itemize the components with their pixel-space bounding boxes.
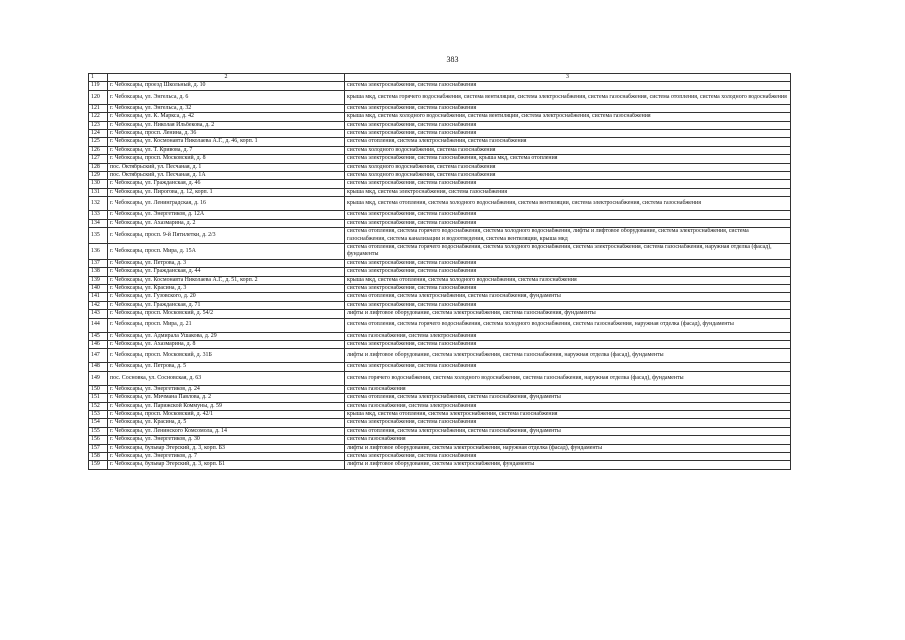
- cell-number: 138: [89, 268, 108, 276]
- table-row: [89, 371, 791, 385]
- cell-number: 134: [89, 219, 108, 227]
- table-row: [89, 163, 791, 171]
- table-row: [89, 259, 791, 267]
- cell-address: г. Чебоксары, ул. Энергетиков, д. 30: [108, 436, 345, 444]
- cell-number: 158: [89, 453, 108, 461]
- table-row: [89, 130, 791, 138]
- cell-works: система электроснабжения, система газоснабжения: [345, 180, 791, 188]
- cell-number: 149: [89, 371, 108, 385]
- cell-number: 131: [89, 188, 108, 196]
- cell-number: 151: [89, 394, 108, 402]
- table-row: [89, 427, 791, 435]
- cell-works: система электроснабжения, система газоснабжения: [345, 259, 791, 267]
- table-row: [89, 104, 791, 112]
- cell-address: г. Чебоксары, ул. Красина, д. 5: [108, 419, 345, 427]
- cell-works: система отопления, система горячего водоснабжения, система холодного водоснабжения, система газоснабжения, наружная отделка (фасад), фундаменты: [345, 318, 791, 332]
- cell-works: лифты и лифтовое оборудование, система электроснабжения, фундаменты: [345, 461, 791, 469]
- cell-address: г. Чебоксары, ул. Космонавта Николаева А.Г., д. 46, корп. 1: [108, 138, 345, 146]
- cell-number: 140: [89, 284, 108, 292]
- cell-works: крыша мкд, система отопления, система электроснабжения, система газоснабжения: [345, 411, 791, 419]
- cell-works: крыша мкд, система отопления, система холодного водоснабжения, система газоснабжения: [345, 276, 791, 284]
- cell-number: 128: [89, 163, 108, 171]
- table-row: [89, 268, 791, 276]
- cell-address: г. Чебоксары, ул. Энергетиков, д. 7: [108, 453, 345, 461]
- cell-works: крыша мкд, система холодного водоснабжения, система вентиляции, система электроснабжения, система газоснабжения: [345, 113, 791, 121]
- cell-address: г. Чебоксары, ул. Мичмана Павлова, д. 2: [108, 394, 345, 402]
- table-row: [89, 411, 791, 419]
- cell-address: г. Чебоксары, просп. Мира, д. 15А: [108, 243, 345, 259]
- cell-number: 137: [89, 259, 108, 267]
- cell-address: г. Чебоксары, бульвар Эгерский, д. 3, корп. Б3: [108, 444, 345, 452]
- table-row: [89, 180, 791, 188]
- cell-number: 124: [89, 130, 108, 138]
- table-row: [89, 419, 791, 427]
- cell-works: система электроснабжения, система газоснабжения: [345, 419, 791, 427]
- table-row: [89, 349, 791, 363]
- cell-works: система газоснабжения: [345, 436, 791, 444]
- cell-works: система отопления, система электроснабжения, система газоснабжения, фундаменты: [345, 293, 791, 301]
- cell-address: г. Чебоксары, ул. Т. Кривова, д. 7: [108, 146, 345, 154]
- table-row: [89, 394, 791, 402]
- table-row: [89, 444, 791, 452]
- cell-address: г. Чебоксары, ул. Энергетиков, д. 24: [108, 385, 345, 393]
- cell-number: 146: [89, 340, 108, 348]
- cell-number: 153: [89, 411, 108, 419]
- cell-works: лифты и лифтовое оборудование, система электроснабжения, система газоснабжения, наружная отделка (фасад), фундаменты: [345, 349, 791, 363]
- cell-address: пос. Октябрьский, ул. Песчаная, д. 1А: [108, 172, 345, 180]
- table-row: [89, 385, 791, 393]
- header-cell-address: 2: [108, 74, 345, 82]
- table-row: [89, 82, 791, 90]
- cell-number: 121: [89, 104, 108, 112]
- table-row: [89, 363, 791, 371]
- cell-number: 156: [89, 436, 108, 444]
- cell-works: система горячего водоснабжения, система холодного водоснабжения, система газоснабжения, наружная отделка (фасад), фундаменты: [345, 371, 791, 385]
- cell-works: лифты и лифтовое оборудование, система электроснабжения, система газоснабжения, фундаменты: [345, 310, 791, 318]
- cell-works: система отопления, система электроснабжения, система газоснабжения, фундаменты: [345, 394, 791, 402]
- cell-address: г. Чебоксары, ул. Николая Ильбекова, д. 2: [108, 121, 345, 129]
- table-row: [89, 138, 791, 146]
- table-row: [89, 436, 791, 444]
- cell-number: 147: [89, 349, 108, 363]
- table-row: [89, 155, 791, 163]
- table-row: [89, 276, 791, 284]
- table-header-row: [89, 74, 791, 82]
- cell-works: система электроснабжения, система газоснабжения: [345, 121, 791, 129]
- cell-number: 152: [89, 402, 108, 410]
- table-row: [89, 121, 791, 129]
- cell-address: г. Чебоксары, ул. Гузовского, д. 20: [108, 293, 345, 301]
- cell-address: г. Чебоксары, ул. Ленинградская, д. 16: [108, 197, 345, 211]
- cell-number: 155: [89, 427, 108, 435]
- cell-address: г. Чебоксары, ул. Космонавта Николаева А.Г., д. 51, корп. 2: [108, 276, 345, 284]
- table-row: [89, 146, 791, 154]
- cell-works: система газоснабжения, система электроснабжения: [345, 332, 791, 340]
- cell-number: 130: [89, 180, 108, 188]
- cell-address: г. Чебоксары, ул. Ленинского Комсомола, д. 14: [108, 427, 345, 435]
- table-row: [89, 284, 791, 292]
- cell-number: 120: [89, 90, 108, 104]
- cell-number: 132: [89, 197, 108, 211]
- cell-works: система электроснабжения, система газоснабжения: [345, 301, 791, 309]
- cell-address: г. Чебоксары, проезд Школьный, д. 10: [108, 82, 345, 90]
- table-row: [89, 332, 791, 340]
- cell-works: система электроснабжения, система газоснабжения: [345, 211, 791, 219]
- cell-address: г. Чебоксары, ул. Энгельса, д. 32: [108, 104, 345, 112]
- cell-works: система электроснабжения, система газоснабжения: [345, 284, 791, 292]
- cell-works: крыша мкд, система электроснабжения, система газоснабжения: [345, 188, 791, 196]
- cell-number: 157: [89, 444, 108, 452]
- cell-address: г. Чебоксары, просп. Московский, д. 42/1: [108, 411, 345, 419]
- cell-address: г. Чебоксары, ул. Ахазмарина, д. 8: [108, 340, 345, 348]
- cell-address: г. Чебоксары, просп. Московский, д. 54/2: [108, 310, 345, 318]
- table-row: [89, 113, 791, 121]
- table-row: [89, 243, 791, 259]
- table-row: [89, 228, 791, 244]
- cell-number: 125: [89, 138, 108, 146]
- cell-works: система холодного водоснабжения, система газоснабжения: [345, 146, 791, 154]
- table-row: [89, 197, 791, 211]
- cell-number: 144: [89, 318, 108, 332]
- cell-address: г. Чебоксары, ул. Ахазмарина, д. 2: [108, 219, 345, 227]
- cell-number: 133: [89, 211, 108, 219]
- table-row: [89, 293, 791, 301]
- cell-address: г. Чебоксары, ул. К. Маркса, д. 42: [108, 113, 345, 121]
- cell-address: г. Чебоксары, ул. Парижской Коммуны, д. 59: [108, 402, 345, 410]
- cell-works: система электроснабжения, система газоснабжения: [345, 453, 791, 461]
- table-row: [89, 188, 791, 196]
- cell-address: г. Чебоксары, ул. Энергетиков, д. 12А: [108, 211, 345, 219]
- cell-address: г. Чебоксары, ул. Петрова, д. 3: [108, 259, 345, 267]
- table-row: [89, 340, 791, 348]
- cell-works: система электроснабжения, система газоснабжения: [345, 340, 791, 348]
- cell-works: система электроснабжения, система газоснабжения: [345, 104, 791, 112]
- cell-number: 135: [89, 228, 108, 244]
- cell-address: г. Чебоксары, ул. Петрова, д. 5: [108, 363, 345, 371]
- cell-works: система холодного водоснабжения, система газоснабжения: [345, 172, 791, 180]
- cell-address: г. Чебоксары, ул. Гражданская, д. 44: [108, 268, 345, 276]
- cell-works: система электроснабжения, система газоснабжения: [345, 268, 791, 276]
- table-row: [89, 461, 791, 469]
- cell-works: система газоснабжения: [345, 385, 791, 393]
- cell-works: система газоснабжения, система электроснабжения: [345, 402, 791, 410]
- cell-works: система холодного водоснабжения, система газоснабжения: [345, 163, 791, 171]
- table-row: [89, 453, 791, 461]
- cell-works: система отопления, система горячего водоснабжения, система холодного водоснабжения, лифты и лифтовое оборудование, система электроснабжения, система газоснабжения, система канализации и водоотведения, система вентиляции, крыша мкд: [345, 228, 791, 244]
- cell-address: г. Чебоксары, просп. Московский, д. 8: [108, 155, 345, 163]
- cell-address: г. Чебоксары, просп. Мира, д. 21: [108, 318, 345, 332]
- cell-works: система электроснабжения, система газоснабжения: [345, 219, 791, 227]
- table-row: [89, 172, 791, 180]
- header-cell-works: 3: [345, 74, 791, 82]
- repair-list-table: [88, 73, 791, 470]
- cell-address: г. Чебоксары, ул. Адмирала Ушакова, д. 29: [108, 332, 345, 340]
- cell-number: 142: [89, 301, 108, 309]
- cell-works: лифты и лифтовое оборудование, система электроснабжения, наружная отделка (фасад), фундаменты: [345, 444, 791, 452]
- cell-address: г. Чебоксары, ул. Гражданская, д. 71: [108, 301, 345, 309]
- table-row: [89, 310, 791, 318]
- cell-works: система отопления, система горячего водоснабжения, система холодного водоснабжения, система электроснабжения, система газоснабжения, наружная отделка (фасад), фундаменты: [345, 243, 791, 259]
- cell-address: г. Чебоксары, ул. Пирогова, д. 12, корп. 1: [108, 188, 345, 196]
- cell-number: 122: [89, 113, 108, 121]
- cell-address: г. Чебоксары, бульвар Эгерский, д. 3, корп. Б1: [108, 461, 345, 469]
- cell-number: 129: [89, 172, 108, 180]
- cell-address: г. Чебоксары, ул. Энгельса, д. 6: [108, 90, 345, 104]
- cell-number: 143: [89, 310, 108, 318]
- cell-number: 159: [89, 461, 108, 469]
- cell-works: крыша мкд, система отопления, система холодного водоснабжения, система вентиляции, система электроснабжения, система газоснабжения: [345, 197, 791, 211]
- cell-number: 148: [89, 363, 108, 371]
- cell-number: 150: [89, 385, 108, 393]
- cell-address: пос. Сосновка, ул. Сосновская, д. 63: [108, 371, 345, 385]
- cell-works: система отопления, система электроснабжения, система газоснабжения: [345, 138, 791, 146]
- table-row: [89, 318, 791, 332]
- cell-address: пос. Октябрьский, ул. Песчаная, д. 1: [108, 163, 345, 171]
- cell-address: г. Чебоксары, просп. 9-й Пятилетки, д. 2/3: [108, 228, 345, 244]
- cell-number: 141: [89, 293, 108, 301]
- cell-works: система электроснабжения, система газоснабжения, крыша мкд, система отопления: [345, 155, 791, 163]
- cell-number: 126: [89, 146, 108, 154]
- table-row: [89, 219, 791, 227]
- cell-works: система электроснабжения, система газоснабжения: [345, 363, 791, 371]
- table-row: [89, 301, 791, 309]
- page-number: 383: [446, 55, 459, 64]
- cell-address: г. Чебоксары, просп. Московский, д. 31Б: [108, 349, 345, 363]
- table-row: [89, 90, 791, 104]
- cell-number: 127: [89, 155, 108, 163]
- cell-address: г. Чебоксары, просп. Ленина, д. 36: [108, 130, 345, 138]
- cell-number: 136: [89, 243, 108, 259]
- header-cell-number: 1: [89, 74, 108, 82]
- cell-works: система электроснабжения, система газоснабжения: [345, 130, 791, 138]
- cell-number: 154: [89, 419, 108, 427]
- cell-address: г. Чебоксары, ул. Красина, д. 3: [108, 284, 345, 292]
- cell-works: крыша мкд, система горячего водоснабжения, система вентиляции, система электроснабжения, система газоснабжения, система отопления, система холодного водоснабжения: [345, 90, 791, 104]
- cell-number: 119: [89, 82, 108, 90]
- cell-number: 123: [89, 121, 108, 129]
- cell-works: система отопления, система электроснабжения, система газоснабжения, фундаменты: [345, 427, 791, 435]
- cell-works: система электроснабжения, система газоснабжения: [345, 82, 791, 90]
- cell-number: 145: [89, 332, 108, 340]
- cell-address: г. Чебоксары, ул. Гражданская, д. 46: [108, 180, 345, 188]
- table-row: [89, 402, 791, 410]
- cell-number: 139: [89, 276, 108, 284]
- table-row: [89, 211, 791, 219]
